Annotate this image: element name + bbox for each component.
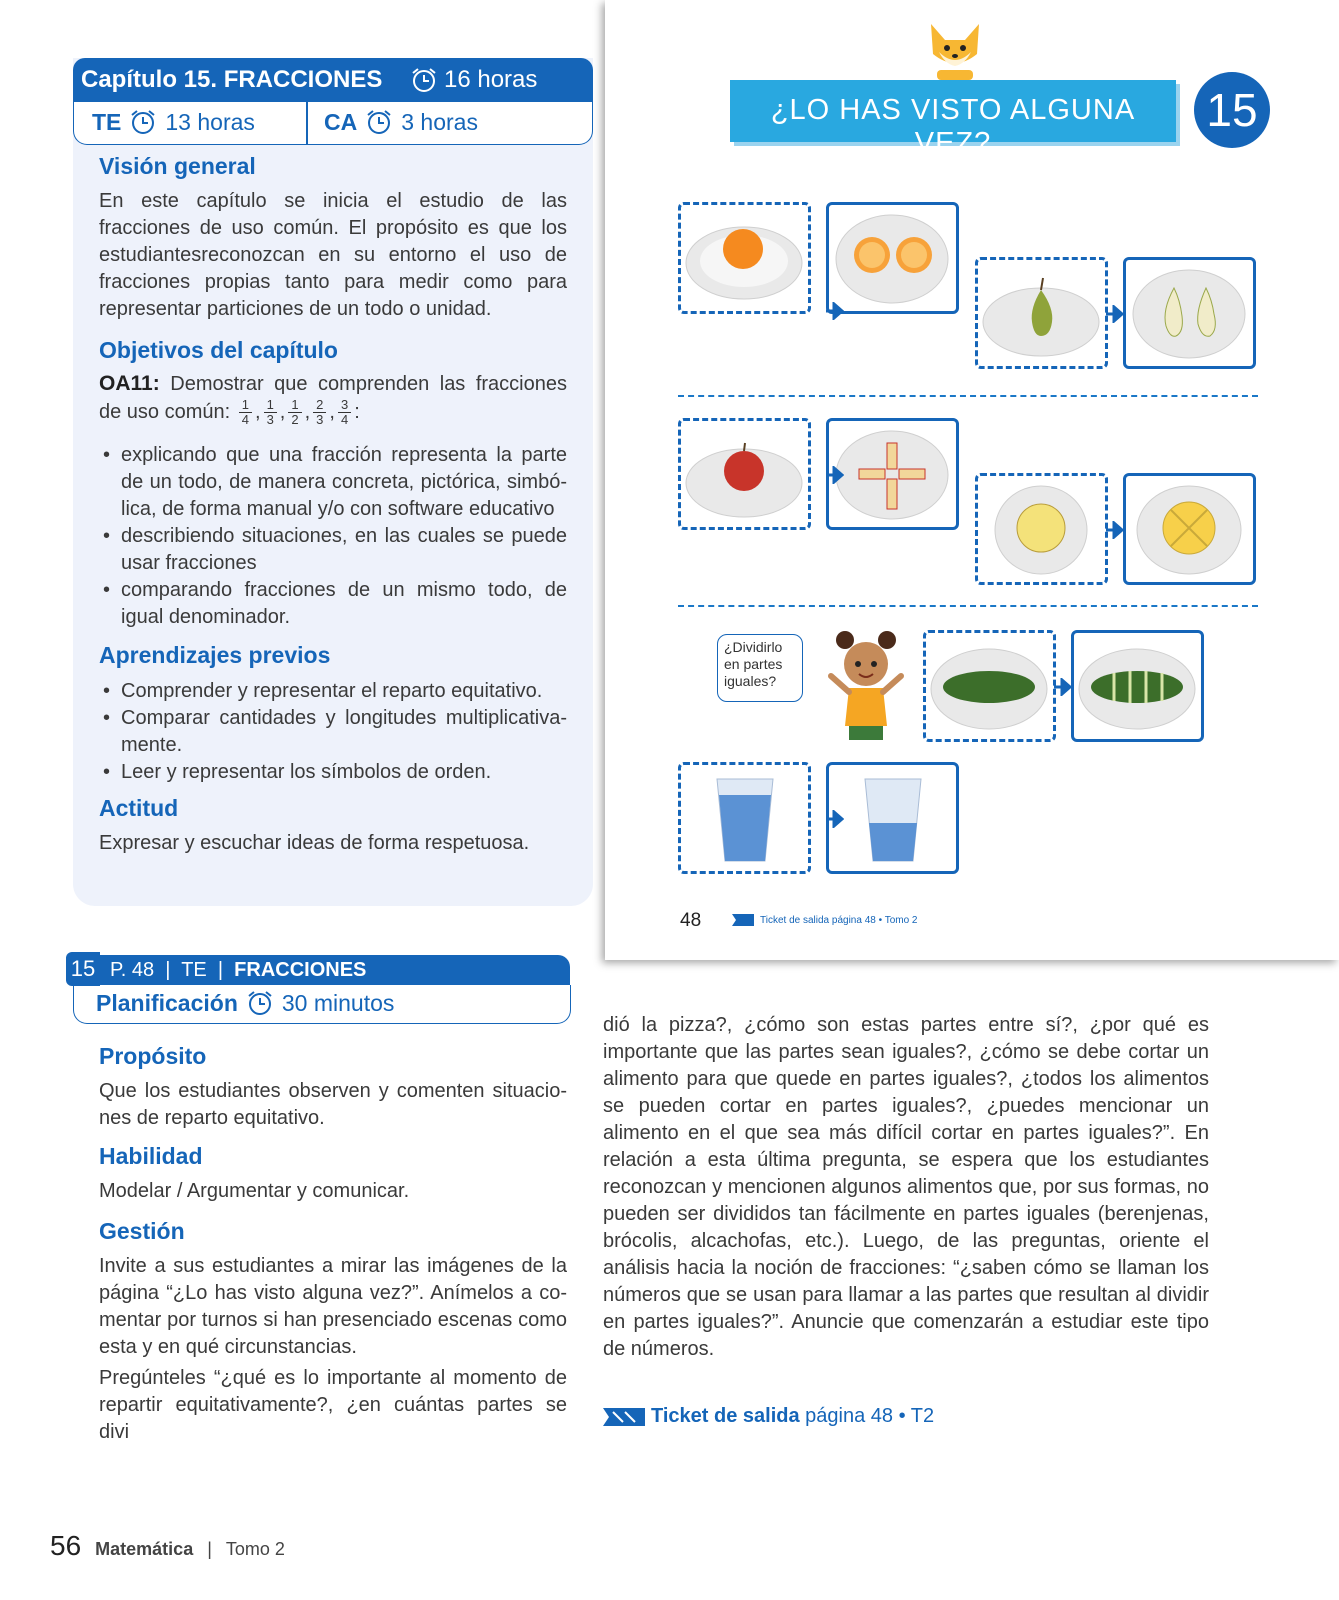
list-item: • comparando fracciones de un mismo todo, de igual denominador. [99,577,567,631]
list-item: • Comparar cantidades y longitudes multiplicativamente. [99,705,567,759]
banner-title: ¿LO HAS VISTO ALGUNA VEZ? [770,94,1136,159]
ca-hours-value: 3 horas [401,108,478,135]
exit-ticket [603,1405,934,1428]
alarm-clock-icon [129,108,157,136]
total-hours-value: 16 horas [444,66,538,93]
exit-ticket-text [651,1405,934,1428]
planning-label: Planificación [96,989,238,1016]
fraction-list: $\frac{1}{4}$ , $\frac{1}{3}$ , $\frac{1}{2}$ , $\frac{2}{3}$ , $\frac{3}{4}$ : [236,401,360,423]
ticket-icon [732,914,754,926]
apple-quarters-image [829,421,956,527]
student-ticket-note [732,914,918,926]
photo-cut-apple [826,418,959,530]
student-page-number: 48 [680,910,702,931]
te-label: TE [92,108,122,135]
oa-text: Demostrar que comprenden las fracciones de uso común: [99,373,567,423]
lesson-number-badge: 15 [66,952,100,986]
lesson-te: TE [181,959,207,981]
chapter-title-bar [73,58,593,102]
pineapple-quarters-image [1126,476,1253,582]
management-paragraph-2: Pregúnteles “¿qué es lo importante al momento de repartir equitativamente?, ¿en cuántas partes se divi [99,1367,567,1443]
fraction: $\frac{2}{3}$ [313,398,326,427]
skill-text: Modelar / Argumentar y comunicar. [99,1180,410,1202]
te-hours [92,108,255,136]
apple-plate-image [681,421,808,527]
lesson-topic: FRACCIONES [234,959,367,981]
section-divider [678,395,1258,397]
ticket-note-text: Ticket de salida página 48 • Tomo 2 [760,914,918,926]
orange-plate-image [681,205,808,311]
list-item: • describiendo situaciones, en las cuales se puede usar fracciones [99,523,567,577]
list-item: • explicando que una fracción representa la parte de un todo, de manera concreta, pictórica, simbólica, de forma manual y/o con software educativo [99,442,567,523]
objectives-list [99,442,567,631]
arrow-right-icon [826,302,844,320]
photo-whole-apple [678,418,811,530]
fraction: $\frac{1}{3}$ [264,398,277,427]
water-glass-full-image [681,765,808,871]
ca-hours [324,108,478,136]
pear-plate-image [978,260,1105,366]
hours-row [73,102,593,145]
pear-halves-image [1126,260,1253,366]
footer-volume: Tomo 2 [225,1539,285,1559]
management-paragraph-1: Invite a sus estudiantes a mirar las imágenes de la página “¿Lo has visto alguna vez?”. Anímelos a comentar por turnos si han presenciado escenas como esta y en qué circunstancias. [99,1255,567,1358]
chapter-number-badge: 15 [1194,72,1270,148]
management-paragraph-3: dió la pizza?, ¿cómo son estas partes entre sí?, ¿por qué es importante que las partes sean iguales?, ¿cómo se debe cortar un alimento para que quede en partes iguales?, ¿todos los alimentos se pueden cortar en partes iguales?, ¿puedes mencionar un alimento en el que sea más difícil cortar en partes iguales?”. En relación a esta última pregunta, se espera que los estudiantes reconozcan y mencionen algunos alimentos que, por sus formas, no pueden ser divididos tan fácilmente en partes iguales (berenjenas, brócolis, alcachofas, etc.). Luego, de las preguntas, oriente el análisis hacia la noción de fracciones: “¿saben cómo se llaman los números que se usan para llamar a las partes que resultan al dividir en partes iguales?”. Anuncie que comenzarán a estudiar este tipo de números. [603,1014,1209,1360]
planning-time-value: 30 minutos [281,989,395,1016]
pineapple-plate-image [978,476,1105,582]
oa-code: OA11: [99,372,160,395]
list-item: • Comprender y representar el reparto equitativo. [99,678,567,705]
fox-mascot-icon [925,20,985,82]
purpose-text: Que los estudiantes observen y comenten situaciones de reparto equitativo. [99,1080,567,1129]
overview-text: En este capítulo se inicia el estudio de las fracciones de uso común. El propósito es que los estudiantesreconozcan en su entorno el uso de fracciones propias tanto para medir como para representar particiones de un todo o unidad. [99,190,567,320]
alarm-clock-icon [246,989,274,1017]
arrow-right-icon [1054,678,1072,696]
ticket-icon [603,1406,645,1428]
oa-statement [99,370,567,427]
objectives-heading: Objetivos del capítulo [99,337,338,363]
fraction: $\frac{3}{4}$ [338,398,351,427]
fraction: $\frac{1}{2}$ [288,398,301,427]
exit-ticket-page: página 48 • T2 [805,1405,935,1427]
planning-row [73,985,571,1024]
footer-separator: | [207,1539,212,1559]
lesson-page: P. 48 [110,959,155,981]
prior-learning-list [99,678,567,786]
photo-cut-zucchini [1071,630,1204,742]
page-footer [50,1530,285,1562]
photo-whole-zucchini [923,630,1056,742]
zucchini-slices-image [1074,633,1201,739]
te-hours-value: 13 horas [165,108,255,135]
lesson-header-bar [100,955,570,985]
arrow-right-icon [826,810,844,828]
arrow-right-icon [1106,521,1124,539]
planning-time [96,989,394,1017]
arrow-right-icon [1106,305,1124,323]
list-item: • Leer y representar los símbolos de orden. [99,759,567,786]
fraction: $\frac{1}{4}$ [239,398,252,427]
alarm-clock-icon [365,108,393,136]
photo-whole-pear [975,257,1108,369]
speech-bubble: ¿Dividirlo en partes iguales? [717,634,803,702]
overview-heading: Visión general [99,153,256,179]
section-divider [678,605,1258,607]
footer-page-number: 56 [50,1530,82,1561]
girl-character-illustration [825,630,907,742]
management-heading: Gestión [99,1218,185,1244]
photo-whole-pineapple [975,473,1108,585]
arrow-right-icon [826,466,844,484]
photo-half-glass [826,762,959,874]
banner [730,80,1176,159]
photo-whole-orange [678,202,811,314]
skill-heading: Habilidad [99,1143,203,1169]
zucchini-plate-image [926,633,1053,739]
photo-full-glass [678,762,811,874]
alarm-clock-icon [410,66,438,94]
footer-subject: Matemática [95,1539,194,1559]
orange-halves-image [829,205,956,311]
divider [306,102,308,144]
attitude-text: Expresar y escuchar ideas de forma respetuosa. [99,832,530,854]
exit-ticket-label: Ticket de salida [651,1405,800,1427]
lesson-header-text: P. 48 | TE | FRACCIONES [110,959,367,981]
chapter-total-hours [410,66,537,94]
photo-cut-pineapple [1123,473,1256,585]
water-glass-half-image [829,765,956,871]
chapter-title: Capítulo 15. FRACCIONES [81,66,383,93]
attitude-heading: Actitud [99,795,179,821]
ca-label: CA [324,108,358,135]
purpose-heading: Propósito [99,1043,207,1069]
photo-cut-orange [826,202,959,314]
photo-cut-pear [1123,257,1256,369]
prior-learning-heading: Aprendizajes previos [99,642,331,668]
